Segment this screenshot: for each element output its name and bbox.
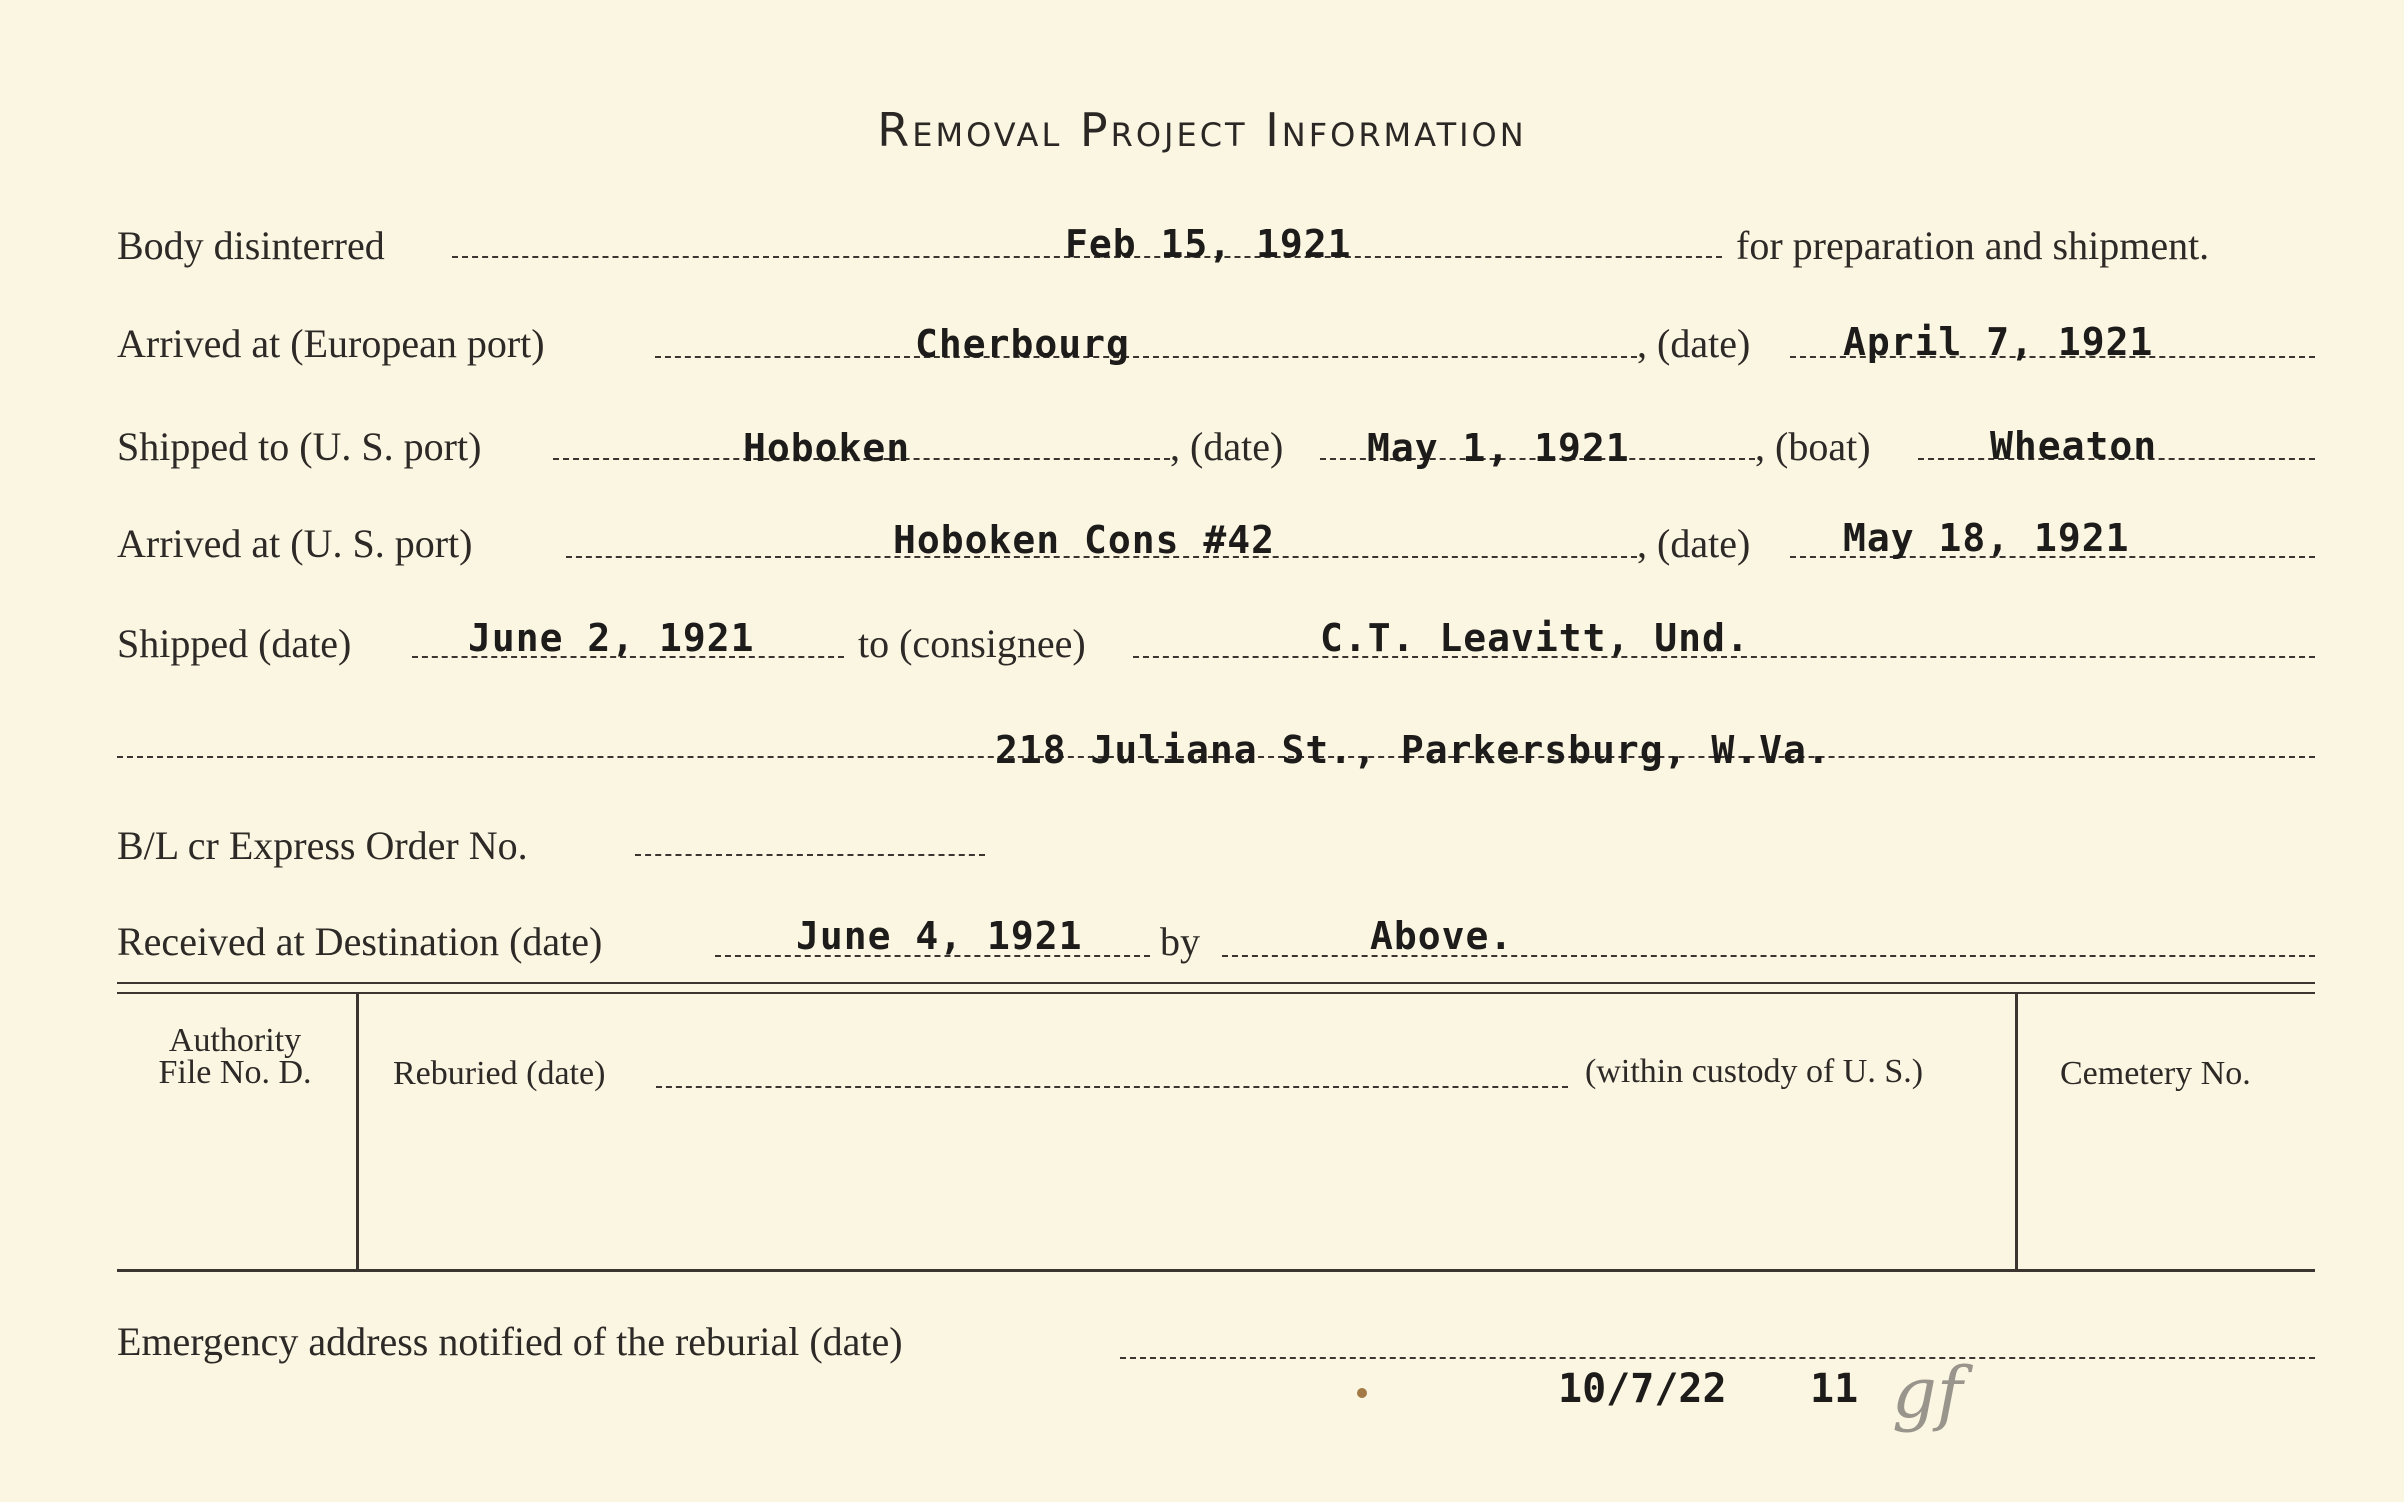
shipped-us-date-label: , (date): [1170, 424, 1284, 469]
shipped-date: June 2, 1921: [468, 616, 755, 660]
bl-dots: [635, 854, 985, 856]
stamp-number: 11: [1810, 1366, 1859, 1412]
table-bottom-rule: [117, 1269, 2315, 1272]
disinterred-label: Body disinterred: [117, 223, 385, 268]
custody-label: (within custody of U. S.): [1585, 1053, 1924, 1090]
received-label: Received at Destination (date): [117, 919, 603, 964]
consignee-value: C.T. Leavitt, Und.: [1320, 616, 1750, 660]
shipped-label: Shipped (date): [117, 621, 352, 666]
authority-label: [130, 1022, 340, 1091]
arrived-european-label: Arrived at (European port): [117, 321, 545, 366]
arrived-us-date-label: , (date): [1637, 521, 1751, 566]
received-by: Above.: [1370, 914, 1514, 958]
disinterred-suffix: for preparation and shipment.: [1736, 223, 2210, 268]
card-title: Removal Project Information: [877, 103, 1527, 157]
received-by-label: by: [1160, 919, 1200, 964]
received-date: June 4, 1921: [796, 914, 1083, 958]
arrived-european-date: April 7, 1921: [1843, 320, 2154, 364]
shipped-us-boat: Wheaton: [1990, 424, 2158, 468]
shipped-us-port: Hoboken: [743, 426, 911, 470]
reburied-label: Reburied (date): [393, 1055, 606, 1092]
date-stamp: 10/7/22: [1558, 1366, 1727, 1412]
shipped-us-label: Shipped to (U. S. port): [117, 424, 482, 469]
disinterred-value: Feb 15, 1921: [1065, 222, 1352, 266]
table-divider-right: [2015, 994, 2018, 1270]
emergency-label: Emergency address notified of the reburial (date): [117, 1319, 903, 1364]
cemetery-label: Cemetery No.: [2060, 1055, 2251, 1092]
emergency-dots: [1120, 1357, 2315, 1359]
reburied-dots: [656, 1086, 1568, 1088]
arrived-us-port: Hoboken Cons #42: [893, 518, 1276, 562]
authority-line-2: File No. D.: [158, 1054, 312, 1091]
table-top-rule-2: [117, 992, 2315, 994]
arrived-us-label: Arrived at (U. S. port): [117, 521, 473, 566]
handwritten-initial: gf: [1892, 1352, 1963, 1434]
shipped-to-label: to (consignee): [858, 621, 1086, 666]
arrived-european-port: Cherbourg: [915, 322, 1130, 366]
shipped-us-boat-label: , (boat): [1755, 424, 1871, 469]
arrived-european-dots: [655, 356, 1637, 358]
shipped-us-date: May 1, 1921: [1367, 426, 1630, 470]
authority-line-1: Authority: [168, 1022, 302, 1059]
bl-label: B/L cr Express Order No.: [117, 823, 528, 868]
table-divider-left: [356, 994, 359, 1270]
ink-spot: [1357, 1388, 1367, 1398]
arrived-european-date-label: , (date): [1637, 321, 1751, 366]
arrived-us-date: May 18, 1921: [1843, 516, 2130, 560]
table-top-rule: [117, 982, 2315, 984]
address-value: 218 Juliana St., Parkersburg, W.Va.: [995, 728, 1831, 772]
